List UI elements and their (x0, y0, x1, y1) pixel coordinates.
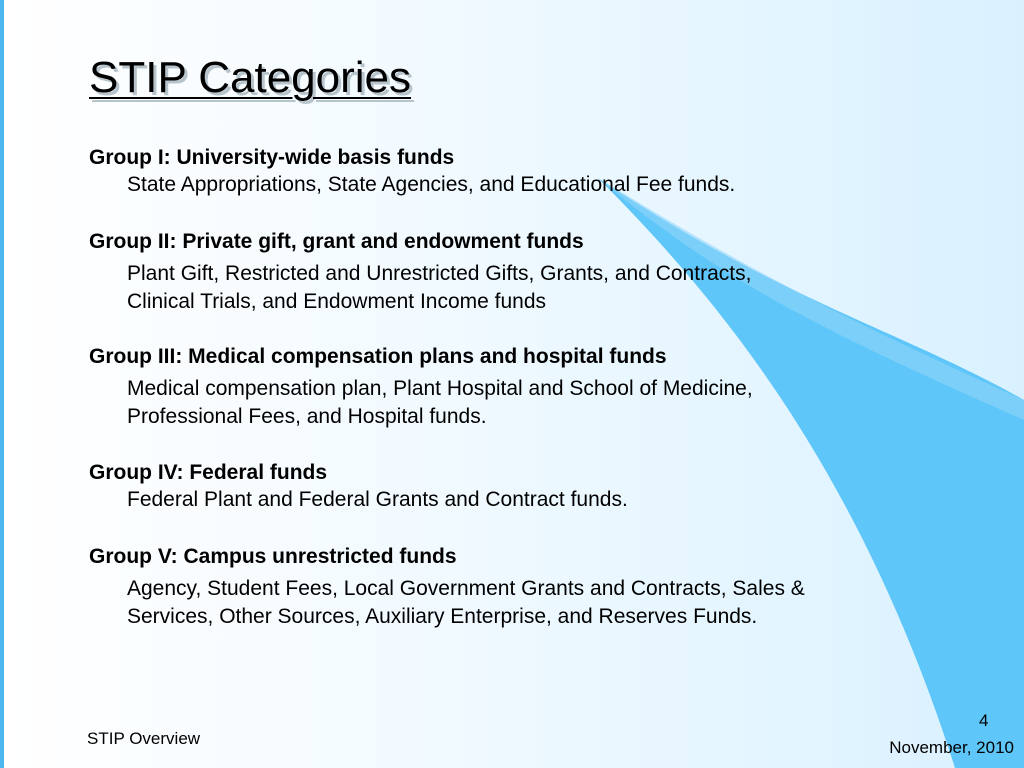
group-5 (89, 544, 989, 631)
group-2-heading: Group II: Private gift, grant and endowment funds (89, 230, 584, 253)
group-1 (89, 145, 989, 199)
group-5-line-1: Agency, Student Fees, Local Government Grants and Contracts, Sales & (127, 577, 805, 600)
group-2 (89, 229, 989, 316)
group-5-heading: Group V: Campus unrestricted funds (89, 545, 457, 568)
group-3-line-1: Medical compensation plan, Plant Hospital and School of Medicine, (127, 377, 753, 400)
slide-number: 4 (979, 711, 989, 730)
group-3-heading: Group III: Medical compensation plans and hospital funds (89, 345, 667, 368)
group-5-line-2: Services, Other Sources, Auxiliary Enterprise, and Reserves Funds. (127, 605, 758, 628)
group-1-line-1: State Appropriations, State Agencies, and Educational Fee funds. (127, 173, 736, 196)
group-2-line-2: Clinical Trials, and Endowment Income funds (127, 290, 547, 313)
group-4 (89, 460, 989, 514)
group-4-line-1: Federal Plant and Federal Grants and Contract funds. (127, 488, 628, 511)
slide-title: STIP Categories (89, 53, 412, 102)
group-2-line-1: Plant Gift, Restricted and Unrestricted Gifts, Grants, and Contracts, (127, 262, 752, 285)
footer-date: November, 2010 (889, 738, 1014, 757)
group-4-heading: Group IV: Federal funds (89, 461, 328, 484)
group-3 (89, 344, 989, 431)
group-1-heading: Group I: University-wide basis funds (89, 146, 455, 169)
group-3-line-2: Professional Fees, and Hospital funds. (127, 405, 487, 428)
footer-presentation-name: STIP Overview (87, 729, 201, 748)
